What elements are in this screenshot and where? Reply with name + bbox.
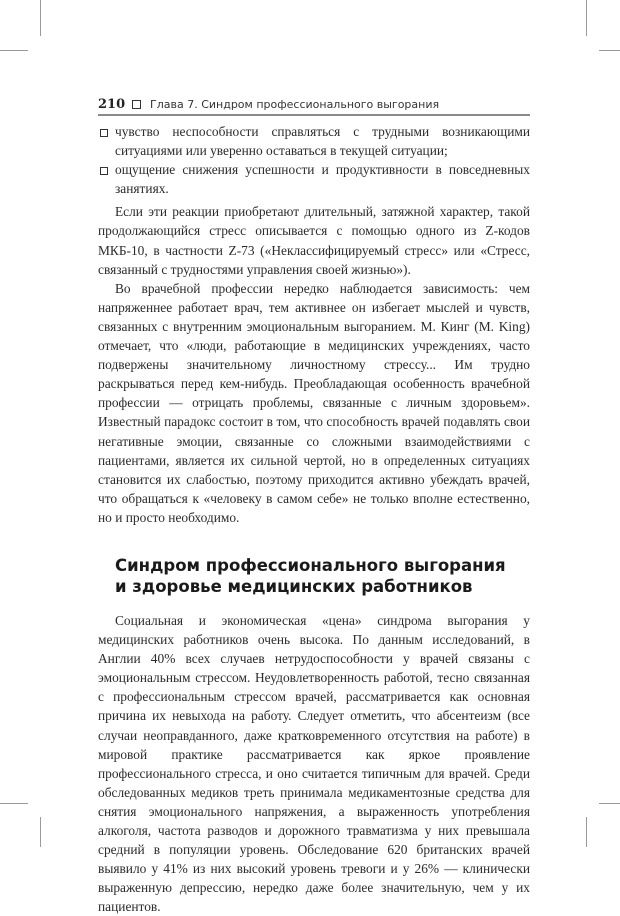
square-bullet-icon: [100, 129, 108, 137]
bullet-list: [98, 122, 530, 198]
crop-mark: [40, 817, 41, 847]
paragraph: Во врачебной профессии нередко наблюдается зависимость: чем напряженнее работает врач, тем активнее он избегает мыслей и чувств, связанных с внутренним эмоциональным выгоранием. М. Кинг (M. King) отмечает, что «люди, работающие в медицинских учреждениях, часто подвержены значительному личностному стрессу... Им трудно раскрываться перед кем-нибудь. Преобладающая особенность врачебной профессии — отрицать проблемы, связанные с личным здоровьем». Известный парадокс состоит в том, что способность врачей подавлять свои негативные эмоции, связанные со сложными взаимодействиями с пациентами, является их сильной чертой, но в определенных ситуациях становится их слабостью, поэтому приходится активно убеждать врачей, что обращаться к «человеку в самом себе» не только вполне естественно, но и просто необходимо.: [98, 280, 530, 525]
chapter-title: Глава 7. Синдром профессионального выгорания: [150, 98, 440, 111]
paragraph: Социальная и экономическая «цена» синдрома выгорания у медицинских работников очень высока. По данным исследований, в Англии 40% всех случаев нетрудоспособности у врачей связаны с эмоциональным стрессом. Неудовлетворенность работой, тесно связанная с профессиональным стрессом врачей, рассматривается как основная причина их невыхода на работу. Следует отметить, что абсентеизм (все случаи неоправданного, даже кратковременного отсутствия на работе) в мировой практике рассматривается как яркое проявление профессионального стресса, и оно считается типичным для врачей. Среди обследованных медиков треть принимала медикаментозные средства для снятия эмоционального напряжения, а выраженность употребления алкоголя, частота разводов и дорожного травматизма у них превышала средний в популяции уровень. Обследование 620 британских врачей выявило у 41% из них высокий уровень тревоги и у 26% — клинически выраженную депрессию, нередко даже более значительную, чем у их пациентов.: [98, 612, 530, 915]
crop-mark: [599, 803, 620, 804]
list-item: ощущение снижения успешности и продуктивности в повседневных занятиях.: [98, 160, 530, 198]
crop-mark: [40, 0, 41, 36]
square-bullet-icon: [100, 167, 108, 175]
crop-mark: [586, 0, 587, 36]
list-item: чувство неспособности справляться с трудными возникающими ситуациями или уверенно оставаться в текущей ситуации;: [98, 122, 530, 160]
paragraph: Если эти реакции приобретают длительный, затяжной характер, такой продолжающийся стресс описывается с помощью одного из Z-кодов МКБ-10, в частности Z-73 («Неклассифицируемый стресс» или «Стресс, связанный с трудностями управления своей жизнью»).: [98, 204, 530, 277]
page-number: 210: [98, 97, 126, 112]
section-heading: Синдром профессионального выгорания и здоровье медицинских работников: [115, 555, 506, 596]
crop-mark: [586, 817, 587, 847]
crop-mark: [599, 50, 620, 51]
page-body: [98, 122, 530, 916]
crop-mark: [0, 803, 28, 804]
running-header: [98, 95, 530, 116]
square-bullet-icon: [132, 100, 141, 109]
crop-mark: [0, 50, 28, 51]
